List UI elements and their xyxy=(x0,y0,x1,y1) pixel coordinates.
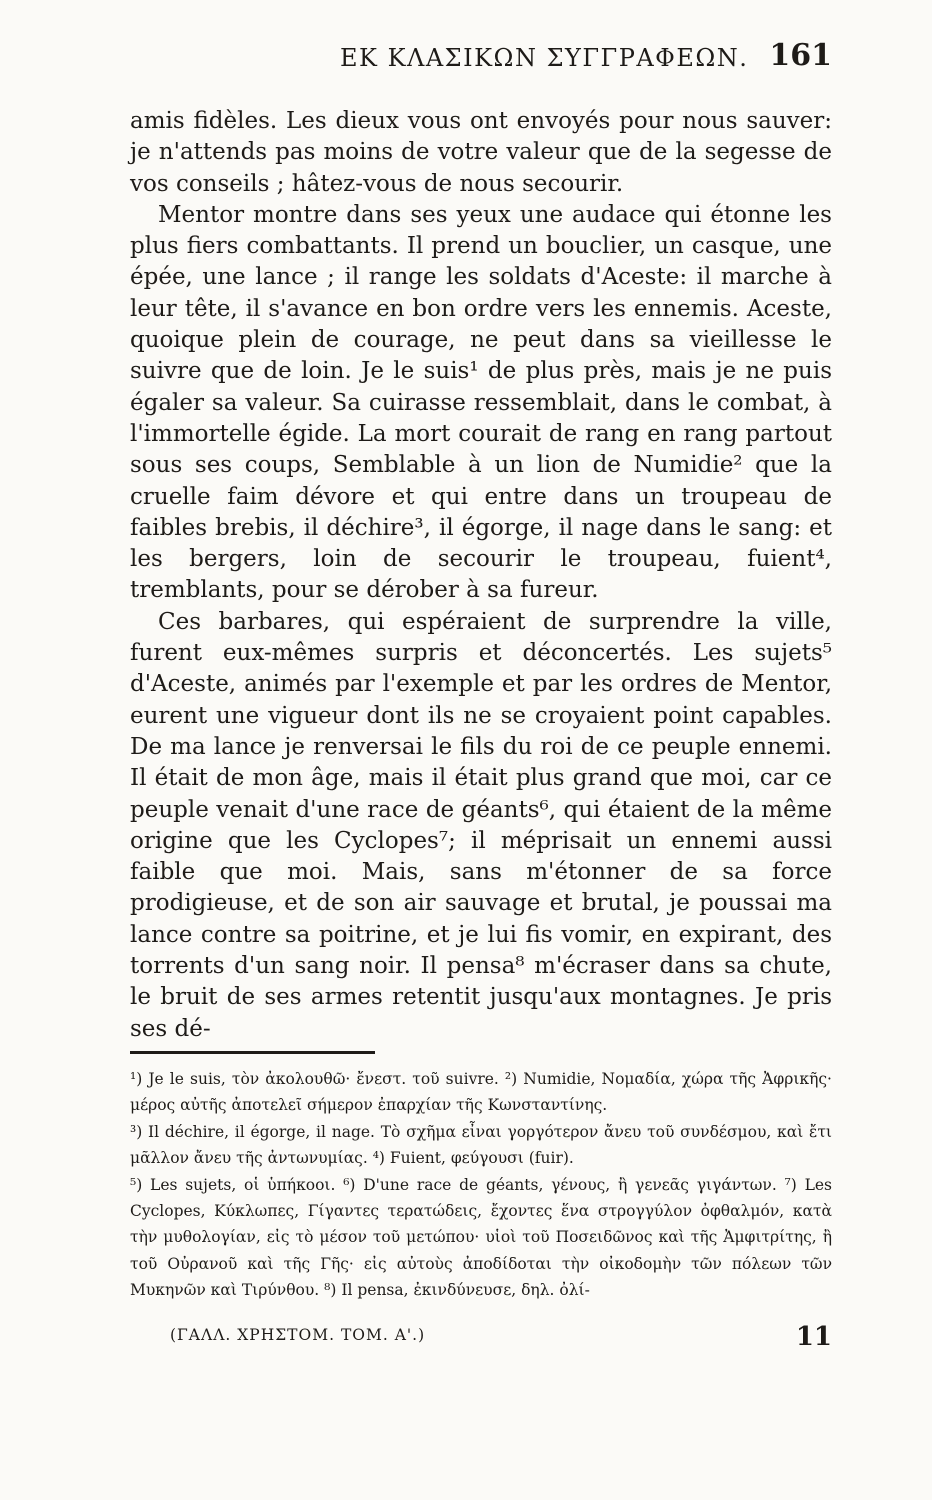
footnote: ³) Il déchire, il égorge, il nage. Τὸ σχῆμα εἶναι γοργότερον ἄνευ τοῦ συνδέσμου, καὶ ἔτι μᾶλλον ἄνευ τῆς ἀντωνυμίας. ⁴) Fuient, φεύγουσι (fuir). xyxy=(130,1122,832,1168)
footnotes xyxy=(130,1066,832,1304)
paragraph: amis fidèles. Les dieux vous ont envoyés pour nous sauver: je n'attends pas moins de votre valeur que de la segesse de vos conseils ; hâtez-vous de nous secourir. xyxy=(130,108,832,197)
footnote: ¹) Je le suis, τὸν ἀκολουθῶ· ἔνεστ. τοῦ suivre. ²) Numidie, Νομαδία, χώρα τῆς Ἀφρικῆς· μέρος αὐτῆς ἀποτελεῖ σήμερον ἐπαρχίαν τῆς Κωνσταντίνης. xyxy=(130,1070,832,1115)
running-head-title: ΕΚ ΚΛΑΣΙΚΩΝ ΣΥΓΓΡΑΦΕΩΝ. xyxy=(340,44,749,72)
paragraph: Ces barbares, qui espéraient de surprendre la ville, furent eux-mêmes surpris et déconcertés. Les sujets⁵ d'Aceste, animés par l'exemple et par les ordres de Mentor, eurent une vigueur dont ils ne se croyaient point capables. De ma lance je renversai le fils du roi de ce peuple ennemi. Il était de mon âge, mais il était plus grand que moi, car ce peuple venait d'une race de géants⁶, qui étaient de la même origine que les Cyclopes⁷; il méprisait un ennemi aussi faible que moi. Mais, sans m'étonner de sa force prodigieuse, et de son air sauvage et brutal, je poussai ma lance contre sa poitrine, et je lui fis vomir, en expirant, des torrents d'un sang noir. Il pensa⁸ m'écraser dans sa chute, le bruit de ses armes retentit jusqu'aux montagnes. Je pris ses dé- xyxy=(130,608,832,1042)
running-head xyxy=(130,38,832,78)
signature-line xyxy=(170,1322,832,1356)
footnote-divider xyxy=(130,1051,375,1054)
signature-text: (ΓΑΛΛ. ΧΡΗΣΤΟΜ. ΤΟΜ. Α'.) xyxy=(170,1326,426,1344)
paragraph: Mentor montre dans ses yeux une audace qui étonne les plus fiers combattants. Il prend un bouclier, un casque, une épée, une lance ; il range les soldats d'Aceste: il marche à leur tête, il s'avance en bon ordre vers les ennemis. Aceste, quoique plein de courage, ne peut dans sa vieillesse le suivre que de loin. Je le suis¹ de plus près, mais je ne puis égaler sa valeur. Sa cuirasse ressemblait, dans le combat, à l'immortelle égide. La mort courait de rang en rang partout sous ses coups, Semblable à un lion de Numidie² que la cruelle faim dévore et qui entre dans un troupeau de faibles brebis, il déchire³, il égorge, il nage dans le sang: et les bergers, loin de secourir le troupeau, fuient⁴, tremblants, pour se dérober à sa fureur. xyxy=(130,201,832,604)
main-text xyxy=(130,106,832,1045)
signature-mark: 11 xyxy=(795,1322,832,1352)
page-number: 161 xyxy=(769,38,832,73)
footnote: ⁵) Les sujets, οἱ ὑπήκοοι. ⁶) D'une race de géants, γένους, ἢ γενεᾶς γιγάντων. ⁷) Les Cyclopes, Κύκλωπες, Γίγαντες τερατώδεις, ἔχοντες ἕνα στρογγύλον ὀφθαλμόν, κατὰ τὴν μυθολογίαν, εἰς τὸ μέσον τοῦ μετώπου· υἱοὶ τοῦ Ποσειδῶνος καὶ τῆς Ἀμφιτρίτης, ἢ τοῦ Οὐρανοῦ καὶ τῆς Γῆς· εἰς αὐτοὺς ἀποδίδοται τὴν οἰκοδομὴν τῶν πόλεων τῶν Μυκηνῶν καὶ Τιρύνθου. ⁸) Il pensa, ἐκινδύνευσε, δηλ. ὀλί- xyxy=(130,1175,832,1300)
